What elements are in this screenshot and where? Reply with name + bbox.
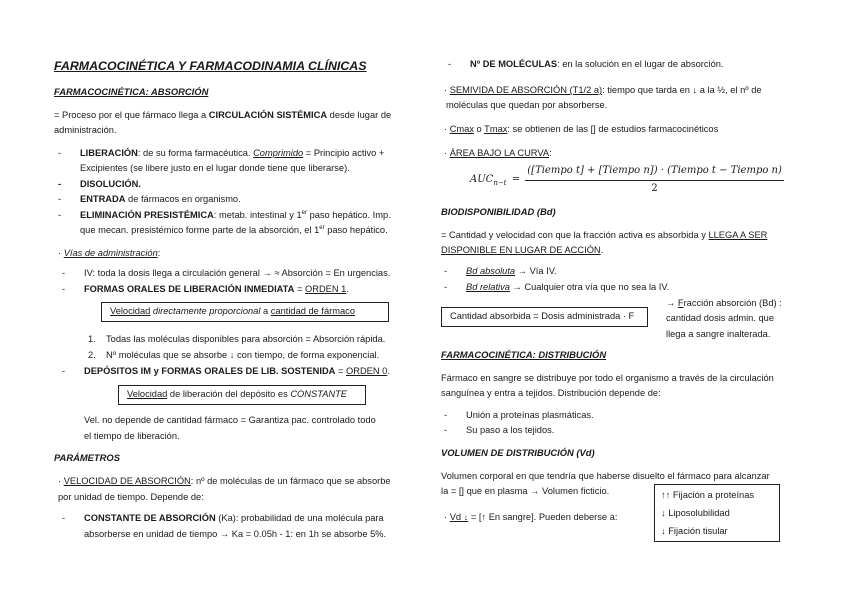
- eliminacion-item: - ELIMINACIÓN PRESISTÉMICA: metab. intestinal y 1er paso hepático. Imp.: [80, 208, 391, 222]
- velocidad-absorcion-cont: por unidad de tiempo. Depende de:: [58, 492, 204, 502]
- absorcion-definition: = Proceso por el que fármaco llega a CIRCULACIÓN SISTÉMICA desde lugar de: [54, 110, 392, 120]
- orden1-list-item-1: Todas las moléculas disponibles para absorción = Absorción rápida.: [106, 334, 386, 344]
- absorcion-definition-cont: administración.: [54, 125, 117, 135]
- vel-no-depende-cont: el tiempo de liberación.: [84, 431, 180, 441]
- fraccion-absorcion-note-3: llega a sangre inalterada.: [666, 329, 771, 339]
- bd-relativa-item: - Bd relativa → Cualquier otra vía que no sea la IV.: [466, 280, 669, 294]
- constante-absorcion-item: - CONSTANTE DE ABSORCIÓN (Ka): probabilidad de una molécula para: [84, 511, 384, 525]
- vd-heading: VOLUMEN DE DISTRIBUCIÓN (Vd): [441, 447, 595, 458]
- distribucion-text-cont: sanguínea y entra a tejidos. Distribución depende de:: [441, 388, 661, 398]
- liberacion-item: - LIBERACIÓN: de su forma farmacéutica. Comprimido = Principio activo +: [80, 146, 384, 160]
- vd-definition-cont: la = [] que en plasma → Volumen ficticio.: [441, 486, 610, 496]
- distribucion-item-2: - Su paso a los tejidos.: [466, 423, 554, 437]
- disolucion-item: - DISOLUCIÓN.: [80, 177, 141, 191]
- page-title: FARMACOCINÉTICA Y FARMACODINAMIA CLÍNICAS: [54, 59, 367, 73]
- vd-definition: Volumen corporal en que tendría que haberse disuelto el fármaco para alcanzar: [441, 471, 770, 481]
- biodisponibilidad-heading: BIODISPONIBILIDAD (Bd): [441, 206, 556, 217]
- vias-heading: · Vías de administración:: [58, 248, 161, 258]
- formas-orales-item: - FORMAS ORALES DE LIBERACIÓN INMEDIATA = ORDEN 1.: [84, 282, 349, 296]
- biodisponibilidad-definition-cont: DISPONIBLE EN LUGAR DE ACCIÓN.: [441, 245, 604, 255]
- vd-decrease-note: · Vd ↓ = [↑ En sangre]. Pueden deberse a:: [444, 512, 618, 522]
- vd-cause-2: ↓ Liposolubilidad: [661, 508, 730, 518]
- liberacion-item-cont: Excipientes (se libere justo en el lugar donde tiene que liberarse).: [80, 163, 350, 173]
- vd-causes-box: [654, 484, 780, 542]
- num-moleculas-item: - Nº DE MOLÉCULAS: en la solución en el lugar de absorción.: [470, 57, 724, 71]
- distribucion-heading: FARMACOCINÉTICA: DISTRIBUCIÓN: [441, 349, 607, 360]
- auc-formula: $AUC_{n-t}$ = $\frac{\text{([Tiempo t] + [Tiempo n]) · (Tiempo t − Tiempo n)}}{2}$: [470, 165, 782, 194]
- iv-item: - IV: toda la dosis llega a circulación general → ≈ Absorción = En urgencias.: [84, 266, 390, 280]
- bd-absoluta-item: - Bd absoluta → Vía IV.: [466, 264, 557, 278]
- orden1-list-num-2: 2.: [88, 350, 96, 360]
- fraccion-absorcion-note-2: cantidad dosis admin. que: [666, 313, 775, 323]
- velocidad-constante-box: Velocidad de liberación del depósito es CONSTANTE: [118, 385, 366, 405]
- distribucion-text: Fármaco en sangre se distribuye por todo el organismo a través de la circulación: [441, 373, 774, 383]
- entrada-item: - ENTRADA de fármacos en organismo.: [80, 192, 241, 206]
- eliminacion-item-cont: que mecan. presistémico forme parte de la absorción, el 1er paso hepático.: [80, 224, 388, 235]
- vel-no-depende: Vel. no depende de cantidad fármaco = Garantiza pac. controlado todo: [84, 415, 376, 425]
- biodisponibilidad-definition: = Cantidad y velocidad con que la fracción activa es absorbida y LLEGA A SER: [441, 230, 768, 240]
- cantidad-absorbida-box: Cantidad absorbida = Dosis administrada · F: [441, 307, 648, 327]
- parametros-heading: PARÁMETROS: [54, 452, 120, 463]
- semivida-absorcion: · SEMIVIDA DE ABSORCIÓN (T1/2 a): tiempo que tarda en ↓ a la ½, el nº de: [444, 85, 762, 95]
- cmax-tmax: · Cmax o Tmax: se obtienen de las [] de estudios farmacocinéticos: [444, 124, 719, 134]
- area-bajo-curva: · ÁREA BAJO LA CURVA:: [444, 148, 552, 158]
- fraccion-absorcion-note: → Fracción absorción (Bd) :: [666, 298, 782, 308]
- constante-absorcion-cont: absorberse en unidad de tiempo → Ka = 0.05h - 1: en 1h se absorbe 5%.: [84, 529, 387, 539]
- velocidad-absorcion: · VELOCIDAD DE ABSORCIÓN: nº de moléculas de un fármaco que se absorbe: [58, 476, 391, 486]
- semivida-absorcion-cont: moléculas que quedan por absorberse.: [446, 100, 608, 110]
- depositos-item: - DEPÓSITOS IM y FORMAS ORALES DE LIB. SOSTENIDA = ORDEN 0.: [84, 364, 390, 378]
- orden1-list-num-1: 1.: [88, 334, 96, 344]
- orden1-list-item-2: Nº moléculas que se absorbe ↓ con tiempo, de forma exponencial.: [106, 350, 380, 360]
- absorcion-heading: FARMACOCINÉTICA: ABSORCIÓN: [54, 86, 209, 97]
- vd-cause-3: ↓ Fijación tisular: [661, 526, 728, 536]
- velocidad-proporcional-box: Velocidad directamente proporcional a cantidad de fármaco: [101, 302, 389, 322]
- distribucion-item-1: - Unión a proteínas plasmáticas.: [466, 408, 594, 422]
- vd-cause-1: ↑↑ Fijación a proteínas: [661, 490, 755, 500]
